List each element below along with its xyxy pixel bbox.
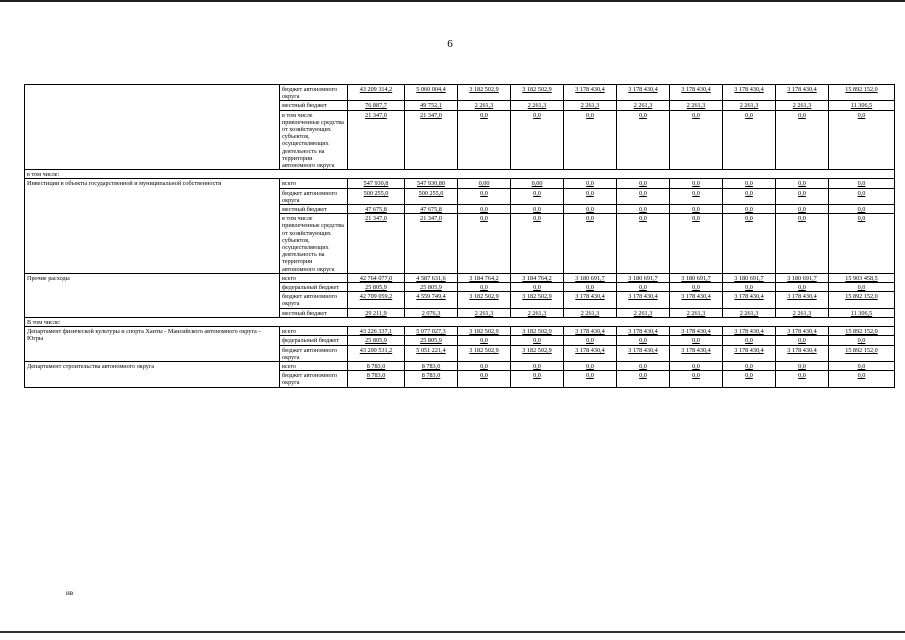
value-cell: 3 180 691,7 (617, 273, 670, 282)
value-cell: 0,0 (829, 110, 895, 170)
value-cell: 0,0 (617, 361, 670, 370)
value-cell: 0,0 (617, 214, 670, 274)
value-cell: 3 178 430,4 (776, 327, 829, 336)
value-cell: 8 783,0 (405, 361, 458, 370)
value-cell: 0,0 (723, 371, 776, 387)
value-cell: 0,0 (564, 188, 617, 204)
section-label: В том числе: (25, 317, 895, 326)
value-cell: 0,0 (458, 214, 511, 274)
value-cell: 2 261,3 (458, 101, 511, 110)
value-cell: 0,0 (617, 336, 670, 345)
value-cell: 0,0 (776, 361, 829, 370)
row-name (25, 85, 280, 170)
value-cell: 547 930,80 (405, 179, 458, 188)
value-cell: 0,0 (670, 188, 723, 204)
funding-source: бюджет автономного округа (280, 85, 348, 101)
value-cell: 5 060 004,4 (405, 85, 458, 101)
footer-note: нв (66, 589, 74, 597)
value-cell: 2 261,3 (776, 308, 829, 317)
page-number: 6 (447, 38, 453, 50)
value-cell: 0,0 (670, 336, 723, 345)
value-cell: 3 184 764,2 (511, 273, 564, 282)
value-cell: 3 178 430,4 (564, 345, 617, 361)
value-cell: 0,0 (829, 214, 895, 274)
value-cell: 47 675,8 (348, 205, 405, 214)
value-cell: 3 182 502,9 (458, 345, 511, 361)
value-cell: 3 178 430,4 (670, 345, 723, 361)
value-cell: 2 261,3 (723, 101, 776, 110)
value-cell: 3 178 430,4 (670, 327, 723, 336)
value-cell: 3 178 430,4 (564, 292, 617, 308)
value-cell: 3 178 430,4 (564, 85, 617, 101)
value-cell: 0,0 (776, 179, 829, 188)
value-cell: 3 178 430,4 (723, 292, 776, 308)
value-cell: 0,0 (670, 110, 723, 170)
value-cell: 0,0 (617, 205, 670, 214)
row-name: Прочие расходы (25, 273, 280, 317)
value-cell: 0,0 (458, 361, 511, 370)
value-cell: 0,0 (776, 283, 829, 292)
value-cell: 76 887,7 (348, 101, 405, 110)
value-cell: 0,0 (670, 205, 723, 214)
funding-source: всего (280, 327, 348, 336)
value-cell: 500 255,0 (405, 188, 458, 204)
value-cell: 0,0 (723, 188, 776, 204)
value-cell: 0,0 (829, 361, 895, 370)
value-cell: 0,0 (564, 283, 617, 292)
value-cell: 15 892 152,0 (829, 345, 895, 361)
value-cell: 3 182 502,9 (511, 85, 564, 101)
value-cell: 3 178 430,4 (776, 85, 829, 101)
value-cell: 11 306,5 (829, 308, 895, 317)
value-cell: 2 261,3 (564, 101, 617, 110)
value-cell: 0,0 (617, 188, 670, 204)
value-cell: 43 209 314,2 (348, 85, 405, 101)
row-name: Департамент физической культуры и спорта Ханты - Мансийского автономного округа – Югры (25, 327, 280, 362)
funding-source: федеральный бюджет (280, 336, 348, 345)
value-cell: 0,0 (829, 371, 895, 387)
value-cell: 0,0 (458, 110, 511, 170)
value-cell: 0,0 (670, 214, 723, 274)
funding-source: в том числе привлеченные средства от хозяйствующих субъектов, осуществляющих деятельность на территории автономного округа (280, 110, 348, 170)
funding-source: всего (280, 179, 348, 188)
value-cell: 0,0 (776, 336, 829, 345)
value-cell: 0,0 (564, 214, 617, 274)
value-cell: 0,0 (670, 371, 723, 387)
value-cell: 2 261,3 (617, 308, 670, 317)
row-name: Департамент строительства автономного округа (25, 361, 280, 387)
value-cell: 0,0 (564, 336, 617, 345)
value-cell: 8 783,0 (348, 361, 405, 370)
bottom-edge-line (0, 631, 905, 633)
value-cell: 2 261,3 (511, 101, 564, 110)
table-row (25, 179, 895, 188)
value-cell: 21 347,0 (348, 110, 405, 170)
value-cell: 4 559 749,4 (405, 292, 458, 308)
value-cell: 0,0 (458, 205, 511, 214)
value-cell: 25 805,9 (348, 283, 405, 292)
budget-table (24, 84, 895, 388)
funding-source: бюджет автономного округа (280, 371, 348, 387)
value-cell: 2 261,3 (776, 101, 829, 110)
value-cell: 0,0 (670, 179, 723, 188)
value-cell: 5 051 221,4 (405, 345, 458, 361)
value-cell: 0,0 (617, 179, 670, 188)
funding-source: бюджет автономного округа (280, 345, 348, 361)
value-cell: 21 347,0 (405, 214, 458, 274)
funding-source: всего (280, 361, 348, 370)
top-edge-line (0, 0, 905, 2)
value-cell: 5 077 027,3 (405, 327, 458, 336)
value-cell: 547 930,8 (348, 179, 405, 188)
value-cell: 0,00 (511, 179, 564, 188)
value-cell: 0,0 (723, 179, 776, 188)
value-cell: 500 255,0 (348, 188, 405, 204)
funding-source: всего (280, 273, 348, 282)
value-cell: 0,0 (723, 205, 776, 214)
funding-source: местный бюджет (280, 308, 348, 317)
funding-source: федеральный бюджет (280, 283, 348, 292)
section-row (25, 170, 895, 179)
value-cell: 3 180 691,7 (723, 273, 776, 282)
value-cell: 0,0 (670, 361, 723, 370)
table-row (25, 85, 895, 101)
value-cell: 3 180 691,7 (776, 273, 829, 282)
value-cell: 29 211,9 (348, 308, 405, 317)
value-cell: 0,0 (458, 371, 511, 387)
value-cell: 3 182 502,9 (458, 327, 511, 336)
table-row (25, 361, 895, 370)
value-cell: 43 226 337,1 (348, 327, 405, 336)
value-cell: 3 178 430,4 (723, 327, 776, 336)
value-cell: 0,0 (511, 371, 564, 387)
value-cell: 49 752,1 (405, 101, 458, 110)
value-cell: 3 178 430,4 (670, 85, 723, 101)
value-cell: 0,0 (617, 283, 670, 292)
value-cell: 11 306,5 (829, 101, 895, 110)
funding-source: местный бюджет (280, 205, 348, 214)
section-label: в том числе: (25, 170, 895, 179)
value-cell: 0,0 (776, 371, 829, 387)
value-cell: 3 178 430,4 (617, 85, 670, 101)
value-cell: 3 182 502,9 (458, 292, 511, 308)
value-cell: 3 178 430,4 (564, 327, 617, 336)
row-name: Инвестиции в объекты государственной и муниципальной собственности (25, 179, 280, 273)
value-cell: 0,0 (511, 188, 564, 204)
value-cell: 0,0 (511, 110, 564, 170)
value-cell: 0,0 (670, 283, 723, 292)
value-cell: 0,0 (829, 188, 895, 204)
value-cell: 0,0 (511, 336, 564, 345)
value-cell: 2 076,3 (405, 308, 458, 317)
value-cell: 3 178 430,4 (723, 85, 776, 101)
value-cell: 2 261,3 (458, 308, 511, 317)
value-cell: 0,0 (829, 179, 895, 188)
value-cell: 0,0 (776, 214, 829, 274)
value-cell: 8 783,0 (405, 371, 458, 387)
value-cell: 3 178 430,4 (617, 327, 670, 336)
value-cell: 21 347,0 (348, 214, 405, 274)
value-cell: 15 892 152,0 (829, 327, 895, 336)
value-cell: 0,0 (458, 283, 511, 292)
value-cell: 25 805,9 (348, 336, 405, 345)
value-cell: 2 261,3 (617, 101, 670, 110)
value-cell: 0,0 (829, 205, 895, 214)
funding-source: бюджет автономного округа (280, 292, 348, 308)
value-cell: 0,0 (564, 205, 617, 214)
value-cell: 0,0 (617, 110, 670, 170)
value-cell: 2 261,3 (511, 308, 564, 317)
value-cell: 0,0 (458, 336, 511, 345)
value-cell: 0,0 (829, 336, 895, 345)
value-cell: 3 182 502,9 (511, 292, 564, 308)
value-cell: 25 805,9 (405, 283, 458, 292)
value-cell: 0,0 (776, 188, 829, 204)
value-cell: 0,0 (564, 179, 617, 188)
funding-source: бюджет автономного округа (280, 188, 348, 204)
value-cell: 42 764 077,0 (348, 273, 405, 282)
value-cell: 2 261,3 (670, 308, 723, 317)
value-cell: 0,0 (511, 361, 564, 370)
value-cell: 0,0 (776, 110, 829, 170)
value-cell: 0,0 (511, 283, 564, 292)
value-cell: 0,0 (723, 214, 776, 274)
table-row (25, 327, 895, 336)
funding-source: местный бюджет (280, 101, 348, 110)
value-cell: 2 261,3 (564, 308, 617, 317)
value-cell: 3 180 691,7 (564, 273, 617, 282)
value-cell: 42 709 059,2 (348, 292, 405, 308)
value-cell: 3 184 764,2 (458, 273, 511, 282)
value-cell: 2 261,3 (723, 308, 776, 317)
value-cell: 15 892 152,0 (829, 292, 895, 308)
value-cell: 21 347,0 (405, 110, 458, 170)
value-cell: 3 182 502,9 (511, 327, 564, 336)
value-cell: 0,0 (458, 188, 511, 204)
value-cell: 0,0 (723, 336, 776, 345)
value-cell: 3 178 430,4 (776, 292, 829, 308)
value-cell: 0,0 (723, 283, 776, 292)
value-cell: 3 182 502,9 (458, 85, 511, 101)
section-row (25, 317, 895, 326)
value-cell: 0,00 (458, 179, 511, 188)
funding-source: в том числе привлеченные средства от хозяйствующих субъектов, осуществляющих деятельность на территории автономного округа (280, 214, 348, 274)
table-row (25, 273, 895, 282)
value-cell: 3 178 430,4 (776, 345, 829, 361)
value-cell: 3 178 430,4 (670, 292, 723, 308)
value-cell: 25 805,9 (405, 336, 458, 345)
value-cell: 0,0 (564, 371, 617, 387)
value-cell: 15 892 152,0 (829, 85, 895, 101)
value-cell: 0,0 (511, 214, 564, 274)
value-cell: 0,0 (617, 371, 670, 387)
value-cell: 3 182 502,9 (511, 345, 564, 361)
value-cell: 3 178 430,4 (723, 345, 776, 361)
value-cell: 3 178 430,4 (617, 292, 670, 308)
value-cell: 0,0 (776, 205, 829, 214)
value-cell: 0,0 (564, 361, 617, 370)
value-cell: 15 903 458,5 (829, 273, 895, 282)
value-cell: 4 587 631,6 (405, 273, 458, 282)
value-cell: 0,0 (511, 205, 564, 214)
value-cell: 2 261,3 (670, 101, 723, 110)
value-cell: 8 783,0 (348, 371, 405, 387)
value-cell: 3 180 691,7 (670, 273, 723, 282)
value-cell: 47 675,8 (405, 205, 458, 214)
value-cell: 0,0 (829, 283, 895, 292)
value-cell: 0,0 (564, 110, 617, 170)
value-cell: 43 200 531,2 (348, 345, 405, 361)
value-cell: 3 178 430,4 (617, 345, 670, 361)
value-cell: 0,0 (723, 361, 776, 370)
value-cell: 0,0 (723, 110, 776, 170)
